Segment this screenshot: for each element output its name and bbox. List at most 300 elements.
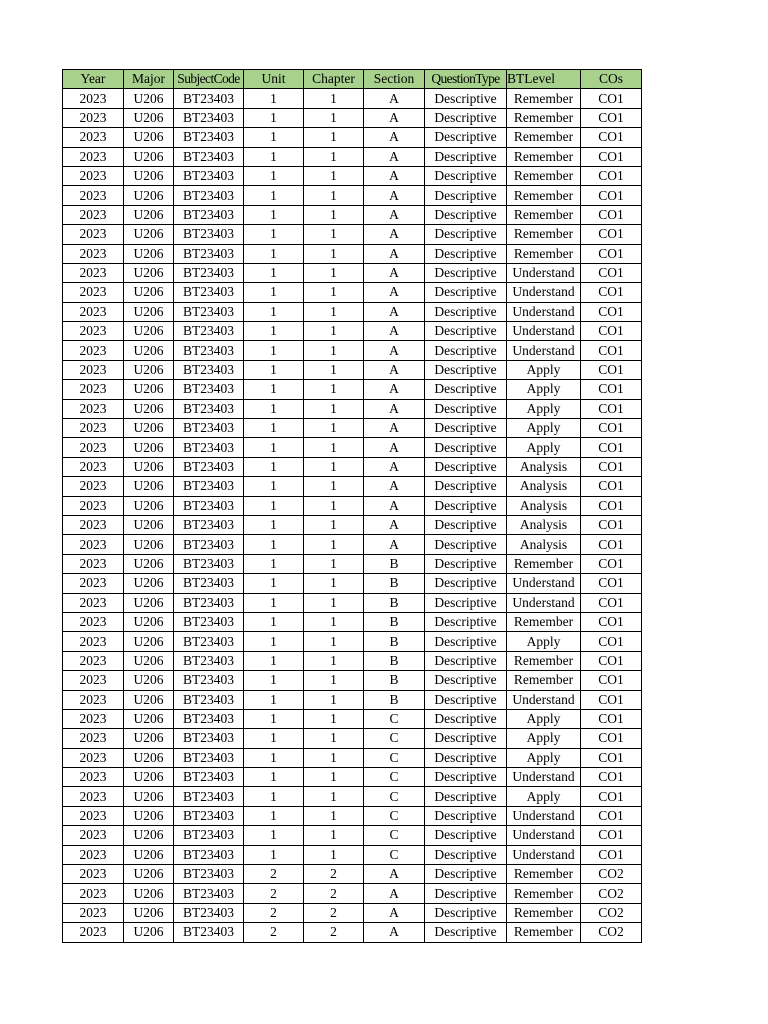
cell-bt-level[interactable]: Analysis (507, 535, 581, 554)
cell-unit[interactable]: 1 (244, 768, 304, 787)
cell-chapter[interactable]: 1 (304, 671, 364, 690)
cell-unit[interactable]: 1 (244, 690, 304, 709)
cell-chapter[interactable]: 1 (304, 574, 364, 593)
cell-question-type[interactable]: Descriptive (425, 89, 507, 108)
cell-year[interactable]: 2023 (63, 865, 124, 884)
cell-question-type[interactable]: Descriptive (425, 768, 507, 787)
cell-question-type[interactable]: Descriptive (425, 322, 507, 341)
cell-subject-code[interactable]: BT23403 (174, 205, 244, 224)
cell-cos[interactable]: CO1 (581, 89, 642, 108)
cell-year[interactable]: 2023 (63, 283, 124, 302)
cell-bt-level[interactable]: Remember (507, 244, 581, 263)
cell-unit[interactable]: 1 (244, 147, 304, 166)
cell-cos[interactable]: CO1 (581, 322, 642, 341)
cell-major[interactable]: U206 (124, 360, 174, 379)
cell-year[interactable]: 2023 (63, 302, 124, 321)
cell-year[interactable]: 2023 (63, 515, 124, 534)
cell-bt-level[interactable]: Understand (507, 593, 581, 612)
cell-section[interactable]: B (364, 632, 425, 651)
cell-section[interactable]: B (364, 554, 425, 573)
cell-subject-code[interactable]: BT23403 (174, 438, 244, 457)
cell-unit[interactable]: 1 (244, 341, 304, 360)
cell-subject-code[interactable]: BT23403 (174, 147, 244, 166)
cell-bt-level[interactable]: Remember (507, 225, 581, 244)
cell-subject-code[interactable]: BT23403 (174, 263, 244, 282)
cell-chapter[interactable]: 1 (304, 147, 364, 166)
cell-major[interactable]: U206 (124, 690, 174, 709)
cell-bt-level[interactable]: Remember (507, 186, 581, 205)
cell-bt-level[interactable]: Understand (507, 283, 581, 302)
cell-subject-code[interactable]: BT23403 (174, 748, 244, 767)
cell-cos[interactable]: CO1 (581, 186, 642, 205)
cell-question-type[interactable]: Descriptive (425, 574, 507, 593)
cell-bt-level[interactable]: Remember (507, 923, 581, 942)
cell-bt-level[interactable]: Understand (507, 826, 581, 845)
cell-bt-level[interactable]: Remember (507, 205, 581, 224)
cell-bt-level[interactable]: Remember (507, 108, 581, 127)
cell-cos[interactable]: CO1 (581, 535, 642, 554)
cell-question-type[interactable]: Descriptive (425, 554, 507, 573)
cell-question-type[interactable]: Descriptive (425, 690, 507, 709)
cell-cos[interactable]: CO1 (581, 341, 642, 360)
cell-major[interactable]: U206 (124, 671, 174, 690)
cell-year[interactable]: 2023 (63, 554, 124, 573)
cell-question-type[interactable]: Descriptive (425, 826, 507, 845)
cell-question-type[interactable]: Descriptive (425, 845, 507, 864)
cell-chapter[interactable]: 1 (304, 438, 364, 457)
cell-bt-level[interactable]: Understand (507, 341, 581, 360)
cell-subject-code[interactable]: BT23403 (174, 806, 244, 825)
cell-question-type[interactable]: Descriptive (425, 612, 507, 631)
cell-section[interactable]: A (364, 903, 425, 922)
cell-major[interactable]: U206 (124, 748, 174, 767)
cell-major[interactable]: U206 (124, 166, 174, 185)
cell-unit[interactable]: 1 (244, 709, 304, 728)
cell-cos[interactable]: CO1 (581, 729, 642, 748)
cell-chapter[interactable]: 1 (304, 263, 364, 282)
cell-subject-code[interactable]: BT23403 (174, 884, 244, 903)
cell-bt-level[interactable]: Apply (507, 360, 581, 379)
cell-subject-code[interactable]: BT23403 (174, 399, 244, 418)
cell-year[interactable]: 2023 (63, 225, 124, 244)
cell-cos[interactable]: CO2 (581, 903, 642, 922)
cell-year[interactable]: 2023 (63, 89, 124, 108)
cell-unit[interactable]: 1 (244, 419, 304, 438)
cell-unit[interactable]: 1 (244, 671, 304, 690)
column-header-cos[interactable]: COs (581, 70, 642, 89)
cell-chapter[interactable]: 1 (304, 128, 364, 147)
cell-unit[interactable]: 1 (244, 651, 304, 670)
cell-unit[interactable]: 1 (244, 380, 304, 399)
cell-subject-code[interactable]: BT23403 (174, 360, 244, 379)
cell-chapter[interactable]: 1 (304, 729, 364, 748)
cell-section[interactable]: A (364, 419, 425, 438)
cell-subject-code[interactable]: BT23403 (174, 128, 244, 147)
cell-section[interactable]: A (364, 341, 425, 360)
cell-section[interactable]: C (364, 729, 425, 748)
cell-year[interactable]: 2023 (63, 244, 124, 263)
cell-bt-level[interactable]: Apply (507, 709, 581, 728)
cell-unit[interactable]: 1 (244, 457, 304, 476)
cell-question-type[interactable]: Descriptive (425, 923, 507, 942)
cell-unit[interactable]: 1 (244, 108, 304, 127)
cell-chapter[interactable]: 1 (304, 651, 364, 670)
cell-question-type[interactable]: Descriptive (425, 903, 507, 922)
cell-bt-level[interactable]: Remember (507, 147, 581, 166)
cell-bt-level[interactable]: Apply (507, 748, 581, 767)
cell-year[interactable]: 2023 (63, 768, 124, 787)
cell-cos[interactable]: CO2 (581, 865, 642, 884)
cell-question-type[interactable]: Descriptive (425, 787, 507, 806)
cell-year[interactable]: 2023 (63, 923, 124, 942)
cell-cos[interactable]: CO1 (581, 380, 642, 399)
cell-major[interactable]: U206 (124, 128, 174, 147)
cell-question-type[interactable]: Descriptive (425, 166, 507, 185)
cell-chapter[interactable]: 1 (304, 806, 364, 825)
cell-bt-level[interactable]: Understand (507, 263, 581, 282)
cell-subject-code[interactable]: BT23403 (174, 903, 244, 922)
cell-subject-code[interactable]: BT23403 (174, 709, 244, 728)
cell-unit[interactable]: 1 (244, 632, 304, 651)
cell-bt-level[interactable]: Remember (507, 554, 581, 573)
cell-year[interactable]: 2023 (63, 903, 124, 922)
cell-subject-code[interactable]: BT23403 (174, 166, 244, 185)
cell-unit[interactable]: 1 (244, 302, 304, 321)
cell-major[interactable]: U206 (124, 477, 174, 496)
cell-section[interactable]: C (364, 845, 425, 864)
cell-cos[interactable]: CO1 (581, 748, 642, 767)
cell-cos[interactable]: CO1 (581, 671, 642, 690)
cell-subject-code[interactable]: BT23403 (174, 225, 244, 244)
cell-major[interactable]: U206 (124, 89, 174, 108)
cell-unit[interactable]: 2 (244, 865, 304, 884)
cell-cos[interactable]: CO1 (581, 515, 642, 534)
cell-chapter[interactable]: 1 (304, 419, 364, 438)
cell-cos[interactable]: CO1 (581, 147, 642, 166)
cell-unit[interactable]: 1 (244, 225, 304, 244)
cell-cos[interactable]: CO1 (581, 477, 642, 496)
cell-chapter[interactable]: 1 (304, 748, 364, 767)
cell-section[interactable]: B (364, 651, 425, 670)
cell-year[interactable]: 2023 (63, 419, 124, 438)
cell-cos[interactable]: CO1 (581, 806, 642, 825)
cell-cos[interactable]: CO1 (581, 205, 642, 224)
cell-question-type[interactable]: Descriptive (425, 225, 507, 244)
cell-major[interactable]: U206 (124, 399, 174, 418)
cell-cos[interactable]: CO1 (581, 768, 642, 787)
cell-year[interactable]: 2023 (63, 166, 124, 185)
cell-bt-level[interactable]: Understand (507, 322, 581, 341)
cell-year[interactable]: 2023 (63, 806, 124, 825)
cell-question-type[interactable]: Descriptive (425, 244, 507, 263)
cell-cos[interactable]: CO1 (581, 632, 642, 651)
cell-major[interactable]: U206 (124, 787, 174, 806)
cell-chapter[interactable]: 1 (304, 205, 364, 224)
cell-unit[interactable]: 1 (244, 283, 304, 302)
cell-year[interactable]: 2023 (63, 108, 124, 127)
cell-section[interactable]: C (364, 826, 425, 845)
cell-year[interactable]: 2023 (63, 263, 124, 282)
cell-unit[interactable]: 1 (244, 535, 304, 554)
cell-year[interactable]: 2023 (63, 380, 124, 399)
cell-section[interactable]: A (364, 166, 425, 185)
cell-question-type[interactable]: Descriptive (425, 515, 507, 534)
cell-bt-level[interactable]: Remember (507, 128, 581, 147)
cell-major[interactable]: U206 (124, 322, 174, 341)
cell-subject-code[interactable]: BT23403 (174, 322, 244, 341)
cell-question-type[interactable]: Descriptive (425, 380, 507, 399)
column-header-major[interactable]: Major (124, 70, 174, 89)
cell-subject-code[interactable]: BT23403 (174, 302, 244, 321)
cell-year[interactable]: 2023 (63, 690, 124, 709)
cell-unit[interactable]: 2 (244, 884, 304, 903)
cell-chapter[interactable]: 1 (304, 496, 364, 515)
cell-major[interactable]: U206 (124, 438, 174, 457)
cell-subject-code[interactable]: BT23403 (174, 380, 244, 399)
cell-question-type[interactable]: Descriptive (425, 341, 507, 360)
cell-major[interactable]: U206 (124, 205, 174, 224)
cell-year[interactable]: 2023 (63, 186, 124, 205)
cell-question-type[interactable]: Descriptive (425, 360, 507, 379)
cell-bt-level[interactable]: Remember (507, 612, 581, 631)
cell-major[interactable]: U206 (124, 263, 174, 282)
cell-unit[interactable]: 1 (244, 244, 304, 263)
cell-question-type[interactable]: Descriptive (425, 632, 507, 651)
cell-cos[interactable]: CO1 (581, 787, 642, 806)
cell-year[interactable]: 2023 (63, 438, 124, 457)
cell-question-type[interactable]: Descriptive (425, 302, 507, 321)
cell-unit[interactable]: 1 (244, 263, 304, 282)
column-header-chapter[interactable]: Chapter (304, 70, 364, 89)
cell-major[interactable]: U206 (124, 302, 174, 321)
cell-question-type[interactable]: Descriptive (425, 283, 507, 302)
cell-section[interactable]: A (364, 923, 425, 942)
cell-subject-code[interactable]: BT23403 (174, 457, 244, 476)
cell-section[interactable]: B (364, 671, 425, 690)
cell-year[interactable]: 2023 (63, 612, 124, 631)
cell-chapter[interactable]: 1 (304, 302, 364, 321)
cell-major[interactable]: U206 (124, 632, 174, 651)
cell-section[interactable]: A (364, 535, 425, 554)
cell-cos[interactable]: CO1 (581, 399, 642, 418)
cell-unit[interactable]: 1 (244, 845, 304, 864)
cell-year[interactable]: 2023 (63, 322, 124, 341)
cell-cos[interactable]: CO1 (581, 360, 642, 379)
cell-major[interactable]: U206 (124, 225, 174, 244)
cell-unit[interactable]: 1 (244, 360, 304, 379)
cell-section[interactable]: A (364, 186, 425, 205)
cell-subject-code[interactable]: BT23403 (174, 186, 244, 205)
cell-bt-level[interactable]: Understand (507, 845, 581, 864)
cell-section[interactable]: A (364, 515, 425, 534)
cell-question-type[interactable]: Descriptive (425, 263, 507, 282)
cell-question-type[interactable]: Descriptive (425, 806, 507, 825)
cell-subject-code[interactable]: BT23403 (174, 632, 244, 651)
cell-unit[interactable]: 1 (244, 89, 304, 108)
cell-unit[interactable]: 2 (244, 903, 304, 922)
cell-section[interactable]: A (364, 283, 425, 302)
cell-major[interactable]: U206 (124, 515, 174, 534)
cell-subject-code[interactable]: BT23403 (174, 865, 244, 884)
cell-unit[interactable]: 1 (244, 186, 304, 205)
cell-question-type[interactable]: Descriptive (425, 457, 507, 476)
cell-question-type[interactable]: Descriptive (425, 205, 507, 224)
cell-cos[interactable]: CO1 (581, 128, 642, 147)
cell-subject-code[interactable]: BT23403 (174, 612, 244, 631)
cell-bt-level[interactable]: Analysis (507, 515, 581, 534)
cell-unit[interactable]: 1 (244, 322, 304, 341)
column-header-subject-code[interactable]: SubjectCode (174, 70, 244, 89)
cell-year[interactable]: 2023 (63, 535, 124, 554)
cell-chapter[interactable]: 1 (304, 690, 364, 709)
cell-major[interactable]: U206 (124, 496, 174, 515)
cell-section[interactable]: A (364, 147, 425, 166)
cell-chapter[interactable]: 1 (304, 244, 364, 263)
cell-year[interactable]: 2023 (63, 457, 124, 476)
cell-chapter[interactable]: 1 (304, 380, 364, 399)
cell-cos[interactable]: CO1 (581, 845, 642, 864)
column-header-year[interactable]: Year (63, 70, 124, 89)
cell-year[interactable]: 2023 (63, 360, 124, 379)
cell-subject-code[interactable]: BT23403 (174, 593, 244, 612)
cell-cos[interactable]: CO1 (581, 612, 642, 631)
cell-chapter[interactable]: 1 (304, 554, 364, 573)
cell-major[interactable]: U206 (124, 380, 174, 399)
cell-major[interactable]: U206 (124, 186, 174, 205)
cell-bt-level[interactable]: Apply (507, 729, 581, 748)
cell-year[interactable]: 2023 (63, 399, 124, 418)
cell-cos[interactable]: CO1 (581, 826, 642, 845)
cell-unit[interactable]: 1 (244, 554, 304, 573)
cell-chapter[interactable]: 1 (304, 535, 364, 554)
cell-question-type[interactable]: Descriptive (425, 884, 507, 903)
cell-bt-level[interactable]: Remember (507, 166, 581, 185)
cell-question-type[interactable]: Descriptive (425, 438, 507, 457)
cell-question-type[interactable]: Descriptive (425, 419, 507, 438)
cell-unit[interactable]: 1 (244, 438, 304, 457)
cell-subject-code[interactable]: BT23403 (174, 826, 244, 845)
cell-bt-level[interactable]: Understand (507, 690, 581, 709)
cell-cos[interactable]: CO1 (581, 690, 642, 709)
cell-major[interactable]: U206 (124, 923, 174, 942)
cell-year[interactable]: 2023 (63, 845, 124, 864)
cell-subject-code[interactable]: BT23403 (174, 419, 244, 438)
cell-question-type[interactable]: Descriptive (425, 709, 507, 728)
cell-subject-code[interactable]: BT23403 (174, 89, 244, 108)
cell-cos[interactable]: CO1 (581, 574, 642, 593)
cell-subject-code[interactable]: BT23403 (174, 787, 244, 806)
cell-chapter[interactable]: 1 (304, 826, 364, 845)
cell-unit[interactable]: 1 (244, 748, 304, 767)
cell-year[interactable]: 2023 (63, 147, 124, 166)
cell-section[interactable]: A (364, 128, 425, 147)
cell-unit[interactable]: 1 (244, 612, 304, 631)
cell-year[interactable]: 2023 (63, 671, 124, 690)
cell-bt-level[interactable]: Remember (507, 884, 581, 903)
cell-year[interactable]: 2023 (63, 884, 124, 903)
cell-chapter[interactable]: 1 (304, 225, 364, 244)
cell-question-type[interactable]: Descriptive (425, 186, 507, 205)
cell-major[interactable]: U206 (124, 709, 174, 728)
cell-section[interactable]: C (364, 806, 425, 825)
cell-chapter[interactable]: 1 (304, 166, 364, 185)
cell-question-type[interactable]: Descriptive (425, 108, 507, 127)
cell-question-type[interactable]: Descriptive (425, 651, 507, 670)
cell-major[interactable]: U206 (124, 283, 174, 302)
cell-bt-level[interactable]: Analysis (507, 496, 581, 515)
cell-major[interactable]: U206 (124, 554, 174, 573)
cell-section[interactable]: A (364, 496, 425, 515)
cell-year[interactable]: 2023 (63, 826, 124, 845)
cell-year[interactable]: 2023 (63, 748, 124, 767)
cell-year[interactable]: 2023 (63, 496, 124, 515)
cell-bt-level[interactable]: Apply (507, 399, 581, 418)
cell-bt-level[interactable]: Analysis (507, 477, 581, 496)
cell-major[interactable]: U206 (124, 865, 174, 884)
cell-year[interactable]: 2023 (63, 632, 124, 651)
cell-subject-code[interactable]: BT23403 (174, 535, 244, 554)
cell-section[interactable]: B (364, 690, 425, 709)
cell-cos[interactable]: CO1 (581, 554, 642, 573)
cell-bt-level[interactable]: Remember (507, 865, 581, 884)
cell-major[interactable]: U206 (124, 535, 174, 554)
cell-section[interactable]: B (364, 593, 425, 612)
cell-major[interactable]: U206 (124, 903, 174, 922)
cell-chapter[interactable]: 1 (304, 787, 364, 806)
cell-chapter[interactable]: 1 (304, 612, 364, 631)
cell-year[interactable]: 2023 (63, 341, 124, 360)
cell-section[interactable]: A (364, 89, 425, 108)
cell-chapter[interactable]: 1 (304, 89, 364, 108)
cell-cos[interactable]: CO1 (581, 302, 642, 321)
cell-section[interactable]: B (364, 574, 425, 593)
cell-subject-code[interactable]: BT23403 (174, 845, 244, 864)
cell-major[interactable]: U206 (124, 574, 174, 593)
cell-major[interactable]: U206 (124, 244, 174, 263)
cell-question-type[interactable]: Descriptive (425, 496, 507, 515)
cell-section[interactable]: A (364, 225, 425, 244)
cell-bt-level[interactable]: Apply (507, 419, 581, 438)
cell-unit[interactable]: 1 (244, 806, 304, 825)
cell-cos[interactable]: CO1 (581, 263, 642, 282)
cell-cos[interactable]: CO1 (581, 419, 642, 438)
cell-year[interactable]: 2023 (63, 128, 124, 147)
cell-chapter[interactable]: 1 (304, 341, 364, 360)
cell-bt-level[interactable]: Analysis (507, 457, 581, 476)
cell-bt-level[interactable]: Remember (507, 903, 581, 922)
cell-question-type[interactable]: Descriptive (425, 671, 507, 690)
cell-bt-level[interactable]: Apply (507, 438, 581, 457)
cell-question-type[interactable]: Descriptive (425, 128, 507, 147)
cell-cos[interactable]: CO1 (581, 108, 642, 127)
cell-cos[interactable]: CO1 (581, 166, 642, 185)
cell-year[interactable]: 2023 (63, 651, 124, 670)
cell-chapter[interactable]: 1 (304, 632, 364, 651)
cell-cos[interactable]: CO1 (581, 225, 642, 244)
cell-chapter[interactable]: 2 (304, 884, 364, 903)
cell-subject-code[interactable]: BT23403 (174, 923, 244, 942)
cell-section[interactable]: A (364, 244, 425, 263)
cell-chapter[interactable]: 2 (304, 903, 364, 922)
cell-chapter[interactable]: 1 (304, 399, 364, 418)
cell-bt-level[interactable]: Understand (507, 806, 581, 825)
cell-section[interactable]: A (364, 477, 425, 496)
cell-subject-code[interactable]: BT23403 (174, 651, 244, 670)
cell-chapter[interactable]: 1 (304, 108, 364, 127)
cell-cos[interactable]: CO1 (581, 438, 642, 457)
cell-bt-level[interactable]: Understand (507, 574, 581, 593)
cell-cos[interactable]: CO1 (581, 593, 642, 612)
